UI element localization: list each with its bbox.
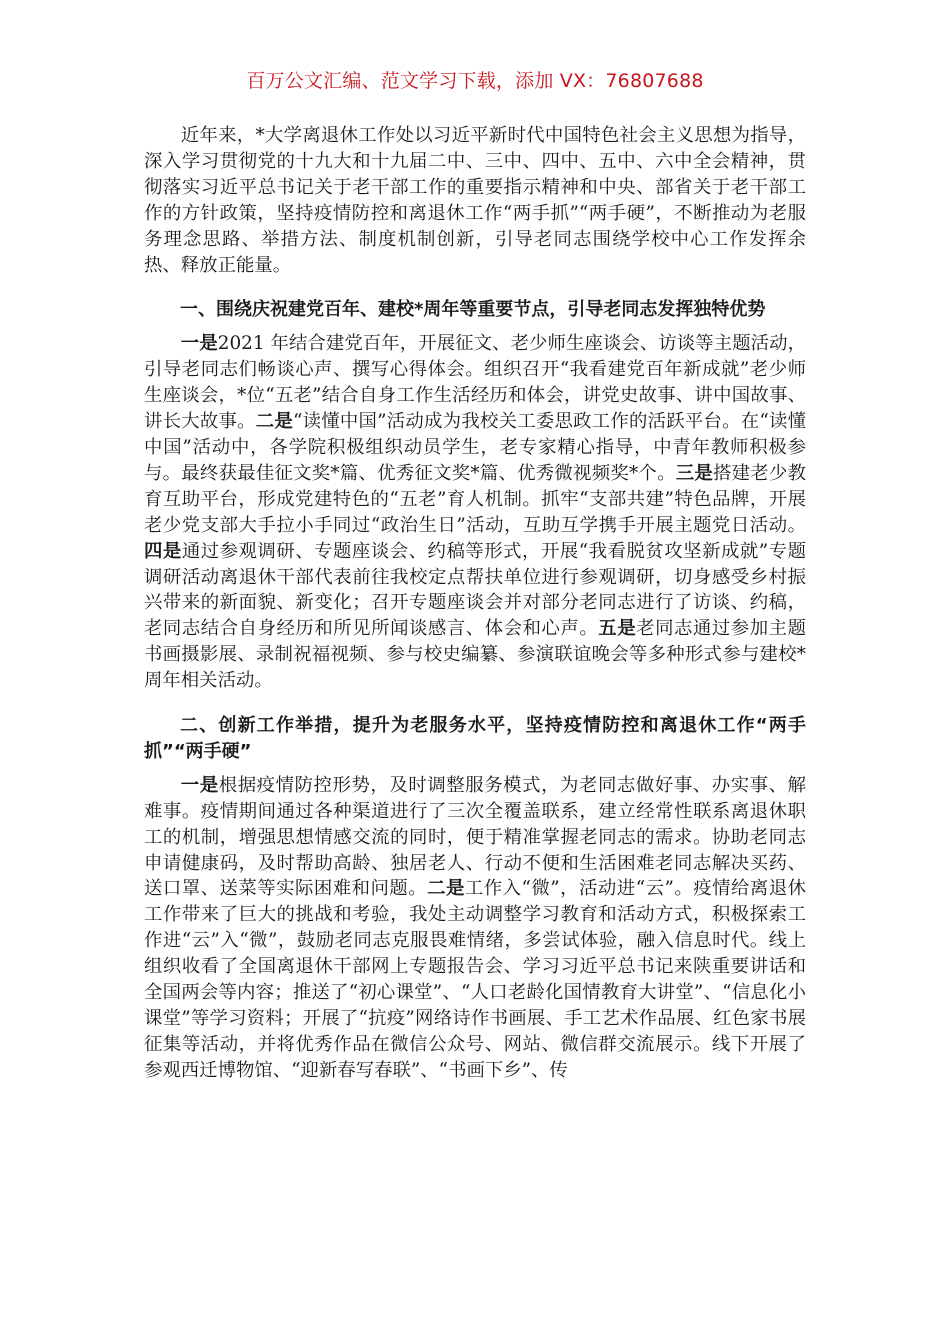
- lead-marker: 二是: [427, 878, 465, 900]
- section-1-text-4: 通过参观调研、专题座谈会、约稿等形式，开展“我看脱贫攻坚新成就”专题调研活动离退休干部代表前往我校定点帮扶单位进行参观调研，切身感受乡村振兴带来的新面貌、新变化；召开专题座谈会并对部分老同志进行了访谈、约稿，老同志结合自身经历和所见所闻谈感言、体会和心声。: [144, 540, 806, 640]
- document-body: [144, 123, 806, 1084]
- section-heading-1: 一、围绕庆祝建党百年、建校*周年等重要节点，引导老同志发挥独特优势: [180, 299, 766, 321]
- section-1-text-1: 2021 年结合建党百年，开展征文、老少师生座谈会、访谈等主题活动，引导老同志们畅谈心声、撰写心得体会。组织召开“我看建党百年新成就”老少师生座谈会，*位“五老”结合自身工作生活经历和体会，讲党史故事、讲中国故事、讲长大故事。: [144, 333, 806, 433]
- section-heading-2: 二、创新工作举措，提升为老服务水平，坚持疫情防控和离退休工作“两手抓”“两手硬”: [144, 715, 806, 762]
- lead-marker: 一是: [180, 774, 219, 796]
- section-1-text-3: 搭建老少教育互助平台，形成党建特色的“五老”育人机制。抓牢“支部共建”特色品牌，开展老少党支部大手拉小手同过“政治生日”活动，互助互学携手开展主题党日活动。: [144, 462, 806, 536]
- lead-marker: 四是: [144, 540, 182, 562]
- lead-marker: 五是: [598, 618, 637, 640]
- lead-marker: 一是: [180, 333, 218, 355]
- section-1-text-2: “读懂中国”活动成为我校关工委思政工作的活跃平台。在“读懂中国”活动中，各学院积极组织动员学生，老专家精心指导，中青年教师积极参与。最终获最佳征文奖*篇、优秀征文奖*篇、优秀微视频奖*个。: [144, 411, 806, 484]
- watermark-banner: 百万公文汇编、范文学习下载，添加 VX：76807688: [246, 70, 704, 92]
- section-1-text-5: 老同志通过参加主题书画摄影展、录制祝福视频、参与校史编纂、参演联谊晚会等多种形式参与建校*周年相关活动。: [144, 618, 806, 692]
- lead-marker: 三是: [675, 462, 714, 484]
- section-2-text-2: 工作入“微”，活动进“云”。疫情给离退休工作带来了巨大的挑战和考验，我处主动调整学习教育和活动方式，积极探索工作进“云”入“微”，鼓励老同志克服畏难情绪，多尝试体验，融入信息时代。线上组织收看了全国离退休干部网上专题报告会、学习习近平总书记来陕重要讲话和全国两会等内容；推送了“初心课堂”、“人口老龄化国情教育大讲堂”、“信息化小课堂”等学习资料；开展了“抗疫”网络诗作书画展、手工艺术作品展、红色家书展征集等活动，并将优秀作品在微信公众号、网站、微信群交流展示。线下开展了参观西迁博物馆、“迎新春写春联”、“书画下乡”、传: [144, 878, 806, 1081]
- section-1-paragraph: [144, 331, 806, 694]
- intro-paragraph: 近年来，*大学离退休工作处以习近平新时代中国特色社会主义思想为指导，深入学习贯彻党的十九大和十九届二中、三中、四中、五中、六中全会精神，贯彻落实习近平总书记关于老干部工作的重要指示精神和中央、部省关于老干部工作的方针政策，坚持疫情防控和离退休工作“两手抓”“两手硬”，不断推动为老服务理念思路、举措方法、制度机制创新，引导老同志围绕学校中心工作发挥余热、释放正能量。: [144, 125, 806, 276]
- lead-marker: 二是: [255, 411, 294, 433]
- section-2-text-1: 根据疫情防控形势，及时调整服务模式，为老同志做好事、办实事、解难事。疫情期间通过各种渠道进行了三次全覆盖联系，建立经常性联系离退休职工的机制，增强思想情感交流的同时，便于精准掌握老同志的需求。协助老同志申请健康码，及时帮助高龄、独居老人、行动不便和生活困难老同志解决买药、送口罩、送菜等实际困难和问题。: [144, 774, 806, 900]
- section-2-paragraph: [144, 773, 806, 1084]
